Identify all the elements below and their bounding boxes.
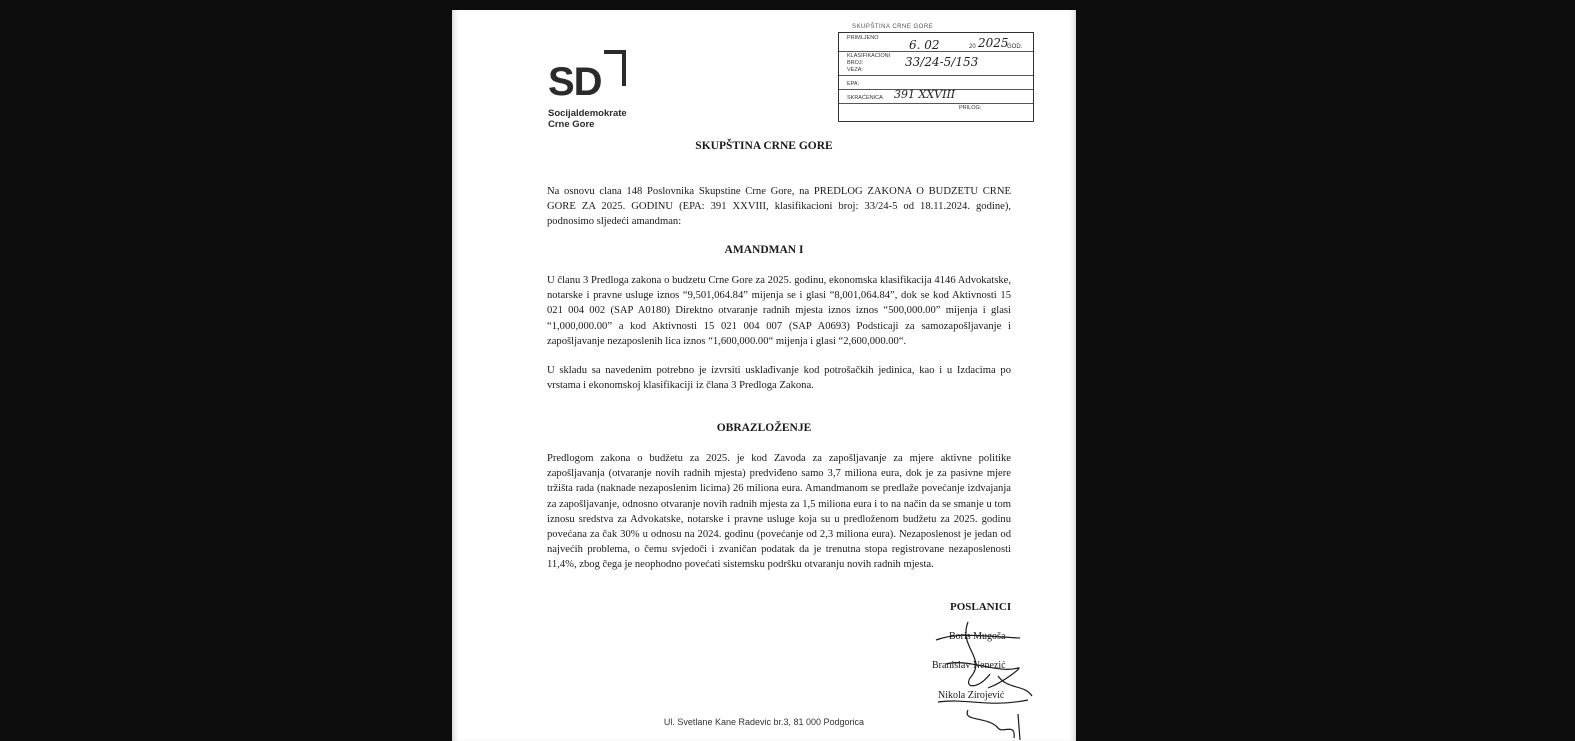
amendment-paragraph: U članu 3 Predloga zakona o budzetu Crne Gore za 2025. godinu, ekonomska klasifikacija 4146 Advokatske, notarske i pravne usluge iznos “9,501,064.84” mijenja se i glasi “8,001,064.84”, dok se kod Aktivnosti 15 021 004 002 (SAP A0180) Direktno otvaranje radnih mjesta iznos iznos “500,000.00” mijenja i glasi “1,000,000.00” a kod Aktivnosti 15 021 004 007 (SAP A0693) Podsticaji za samozapošljavanje i zapošljavanje nezaposlenih lica iznos “1,600,000.00“ mijenja i glasi “2,600,000.00“. [547,275,1011,347]
stamp-header: SKUPŠTINA CRNE GORE [852,24,934,30]
explanation-paragraph: Predlogom zakona o budžetu za 2025. je kod Zavoda za zapošljavanje za mjere aktivne politike zapošljavanja (otvaranje novih radnih mjesta) predviđeno samo 3,7 miliona eura, dok je za pasivne mjere tržišta rada (naknade nezaposlenim licima) 26 miliona eura. Amandmanom se predlaže povećanje izdvajanja za zapošljavanje, odnosno otvaranje novih radnih mjesta za 1,5 miliona eura i to na način da se smanje u tom iznosu sredstva za Advokatske, notarske i pravne usluge koja su u predloženom budžetu za 2025. godinu povećana za čak 30% u odnosu na 2024. godinu (povećanje od 2,3 miliona eura). Nezaposlenost je jedan od najvećih problema, o čemu svjedoči i zvaničan podatak da je trenutna stopa registrovane nezaposlenosti 11,4%, zbog čega je neophodno povećati sistemsku podršku otvaranju novih radnih mjesta. [547,453,1011,571]
signatories-heading: POSLANICI [950,601,1012,613]
stamp-divider [839,103,1033,104]
stamp-klasifikacioni-label: KLASIFIKACIONI BROJ: [847,53,891,66]
party-logo-mark-icon [602,50,628,88]
stamp-year-prefix: 20 [969,44,976,50]
explanation-heading: OBRAZLOŽENJE [716,422,812,434]
party-logo-name [548,108,627,130]
signatory-name: Branislav Nenezić [932,660,1006,671]
signatory-name: Nikola Zirojević [938,690,1005,701]
stamp-skracenica-label: SKRAĆENICA [847,95,883,101]
stamp-broj-value: 33/24-5/153 [905,55,979,69]
stamp-prilog-label: PRILOG: [959,105,982,111]
document-title: SKUPŠTINA CRNE GORE [695,140,833,152]
intro-paragraph: Na osnovu clana 148 Poslovnika Skupstine Crne Gore, na PREDLOG ZAKONA O BUDZETU CRNE GORE ZA 2025. GODINU (EPA: 391 XXVIII, klasifikacioni broj: 33/24-5 od 18.11.2024. godine), podnosimo sljedeći amandman: [547,186,1011,228]
document-footer-address: Ul. Svetlane Kane Radevic br.3, 81 000 Podgorica [663,717,865,727]
stamp-primljeno-label: PRIMLJENO [847,35,879,41]
stamp-god-label: GOD. [1007,44,1023,50]
stamp-divider [839,51,1033,52]
stamp-date: 6. 02 [909,38,940,52]
document-page [452,10,1076,741]
party-logo-initials: SD [548,60,602,104]
stamp-year: 2025 [978,36,1009,50]
signatory-name: Boris Mugoša [949,631,1006,642]
alignment-paragraph: U skladu sa navedenim potrebno je izvrsiti usklađivanje kod potrošačkih jedinica, kao i u Izdacima po vrstama i ekonomskoj klasifikaciji iz člana 3 Predloga Zakona. [547,365,1011,392]
stamp-epa-value: 391 XXVIII [894,88,956,101]
party-name-line2: Crne Gore [548,119,595,130]
stamp-divider [839,75,1033,76]
amendment-heading: AMANDMAN I [724,244,804,256]
stamp-epa-label: EPA: [847,81,860,87]
reception-stamp [838,32,1034,122]
stamp-veza-label: VEZA: [847,67,863,73]
party-name-line1: Socijaldemokrate [548,108,627,119]
